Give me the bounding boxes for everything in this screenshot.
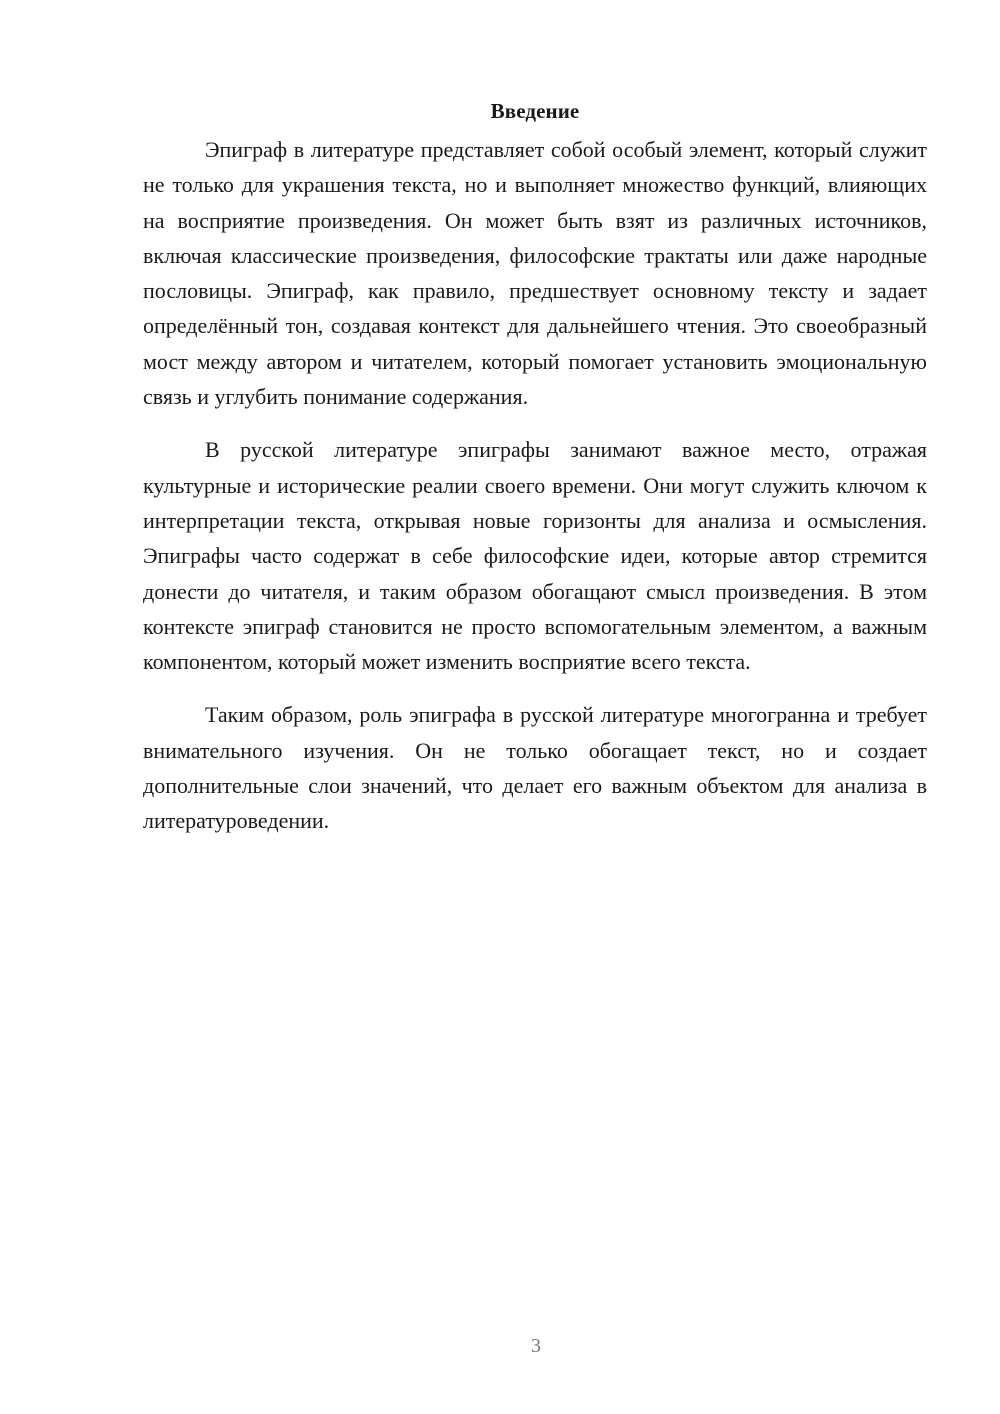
paragraph-1: Эпиграф в литературе представляет собой особый элемент, который служит не только для украшения текста, но и выполняет множество функций, влияющих на восприятие произведения. Он может быть взят из различных источников, включая классические произведения, философские трактаты или даже народные пословицы. Эпиграф, как правило, предшествует основному тексту и задает определённый тон, создавая контекст для дальнейшего чтения. Это своеобразный мост между автором и читателем, который помогает установить эмоциональную связь и углубить понимание содержания. [143,137,927,410]
page-number: 3 [531,1335,541,1357]
section-heading: Введение [490,99,580,123]
paragraph-2: В русской литературе эпиграфы занимают важное место, отражая культурные и исторические реалии своего времени. Они могут служить ключом к интерпретации текста, открывая новые горизонты для анализа и осмысления. Эпиграфы часто содержат в себе философские идеи, которые автор стремится донести до читателя, и таким образом обогащают смысл произведения. В этом контексте эпиграф становится не просто вспомогательным элементом, а важным компонентом, который может изменить восприятие всего текста. [143,437,927,675]
paragraph-3: Таким образом, роль эпиграфа в русской литературе многогранна и требует внимательного изучения. Он не только обогащает текст, но и создает дополнительные слои значений, что делает его важным объектом для анализа в литературоведении. [143,702,927,834]
document-body [143,96,927,857]
